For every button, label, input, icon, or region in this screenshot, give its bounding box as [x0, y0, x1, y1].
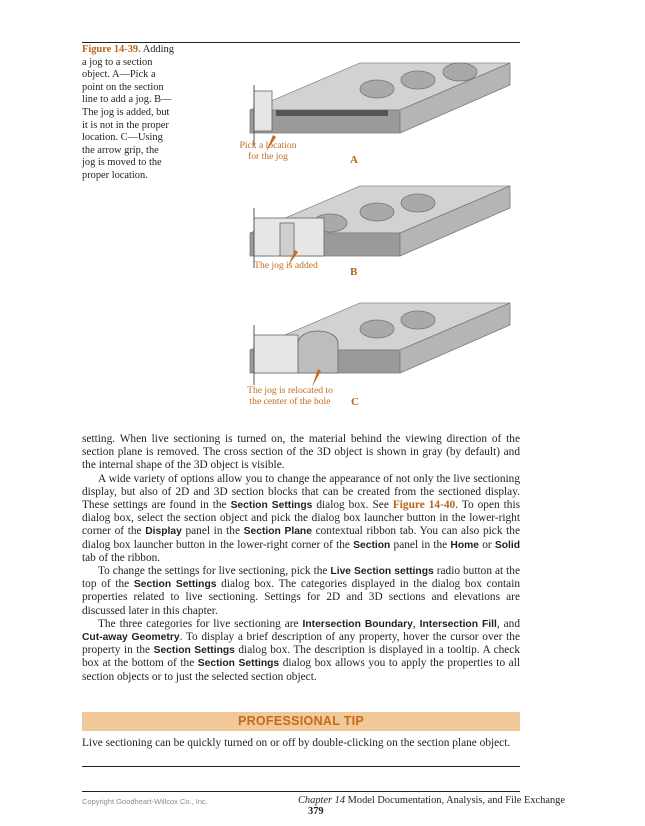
callout-c-line1: The jog is relocated to — [247, 385, 333, 396]
ui-term: Section Settings — [197, 658, 280, 670]
ui-term: Section Settings — [133, 579, 217, 591]
chapter-title: Model Documentation, Analysis, and File Exchange — [347, 795, 565, 806]
figure-caption — [82, 44, 174, 183]
paragraph-1: setting. When live sectioning is turned on, the material behind the viewing direction of the section plane is removed. The cross section of the 3D object is shown in gray (by default) and the internal shape of the 3D object is visible. — [82, 433, 520, 472]
tip-bottom-rule — [82, 766, 520, 767]
panel-letter-a: A — [350, 154, 358, 166]
ui-term: Home — [450, 539, 479, 551]
copyright-notice: Copyright Goodheart-Willcox Co., Inc. — [82, 797, 208, 806]
ui-term: Solid — [494, 539, 521, 551]
page-number: 379 — [308, 806, 324, 817]
body-text — [82, 433, 520, 684]
callout-c-line2: the center of the hole — [249, 396, 331, 407]
callout-b — [240, 260, 332, 271]
chapter-label: Chapter 14 — [298, 795, 346, 806]
panel-letter-c: C — [351, 396, 359, 408]
figure-reference-link[interactable]: Figure 14-40 — [392, 499, 456, 512]
callout-a — [232, 140, 304, 162]
ui-term: Intersection Fill — [419, 618, 497, 630]
callout-c — [240, 385, 340, 407]
footer-rule — [82, 791, 520, 792]
running-footer — [298, 795, 570, 817]
panel-letter-b: B — [350, 266, 358, 278]
figure-caption-text: Adding a jog to a section object. A—Pick a point on the section line to add a jog. B—The jog is added, but it is not in the proper location. C—Using the arrow grip, the jog is moved to the proper location. — [82, 44, 174, 181]
professional-tip-heading: PROFESSIONAL TIP — [82, 712, 520, 731]
paragraph-4: The three categories for live sectioning are Intersection Boundary, Intersection Fill, and Cut-away Geometry. To display a brief description of any property, hover the cursor over the property in the Section Settings dialog box. The description is displayed in a tooltip. A check box at the bottom of the Section Settings dialog box allows you to apply the properties to all section objects or to just the selected section object. — [82, 617, 521, 683]
top-rule — [82, 42, 520, 43]
professional-tip-text: Live sectioning can be quickly turned on or off by double-clicking on the section plane object. — [82, 737, 511, 749]
ui-term: Cut-away Geometry — [82, 632, 180, 644]
ui-term: Section Settings — [230, 500, 313, 512]
figure-panel-c-illustration — [240, 295, 520, 395]
paragraph-2: A wide variety of options allow you to change the appearance of not only the live sectioning display, but also of 2D and 3D section blocks that can be created from the sectioned display. These settings are found in the Section Settings dialog box. See Figure 14-40. To open this dialog box, select the section object and pick the dialog box launcher button in the lower-right corner of the Display panel in the Section Plane contextual ribbon tab. You can also pick the dialog box launcher button in the lower-right corner of the Section panel in the Home or Solid tab of the ribbon. — [82, 472, 521, 564]
ui-term: Section Plane — [243, 526, 312, 538]
figure-number: Figure 14-39. — [82, 44, 141, 55]
callout-a-line1: Pick a location — [239, 140, 297, 151]
callout-b-line1: The jog is added — [254, 260, 318, 271]
ui-term: Intersection Boundary — [302, 618, 413, 630]
callout-a-line2: for the jog — [248, 151, 288, 162]
paragraph-3: To change the settings for live sectioning, pick the Live Section settings radio button at the top of the Section Settings dialog box. The categories displayed in the dialog box contain properties related to live sectioning. Settings for 2D and 3D sections and elevations are discussed later in this chapter. — [82, 565, 521, 617]
ui-term: Section Settings — [153, 645, 235, 657]
ui-term: Display — [145, 526, 182, 538]
ui-term: Section — [353, 539, 391, 551]
ui-term: Live Section settings — [330, 566, 434, 578]
